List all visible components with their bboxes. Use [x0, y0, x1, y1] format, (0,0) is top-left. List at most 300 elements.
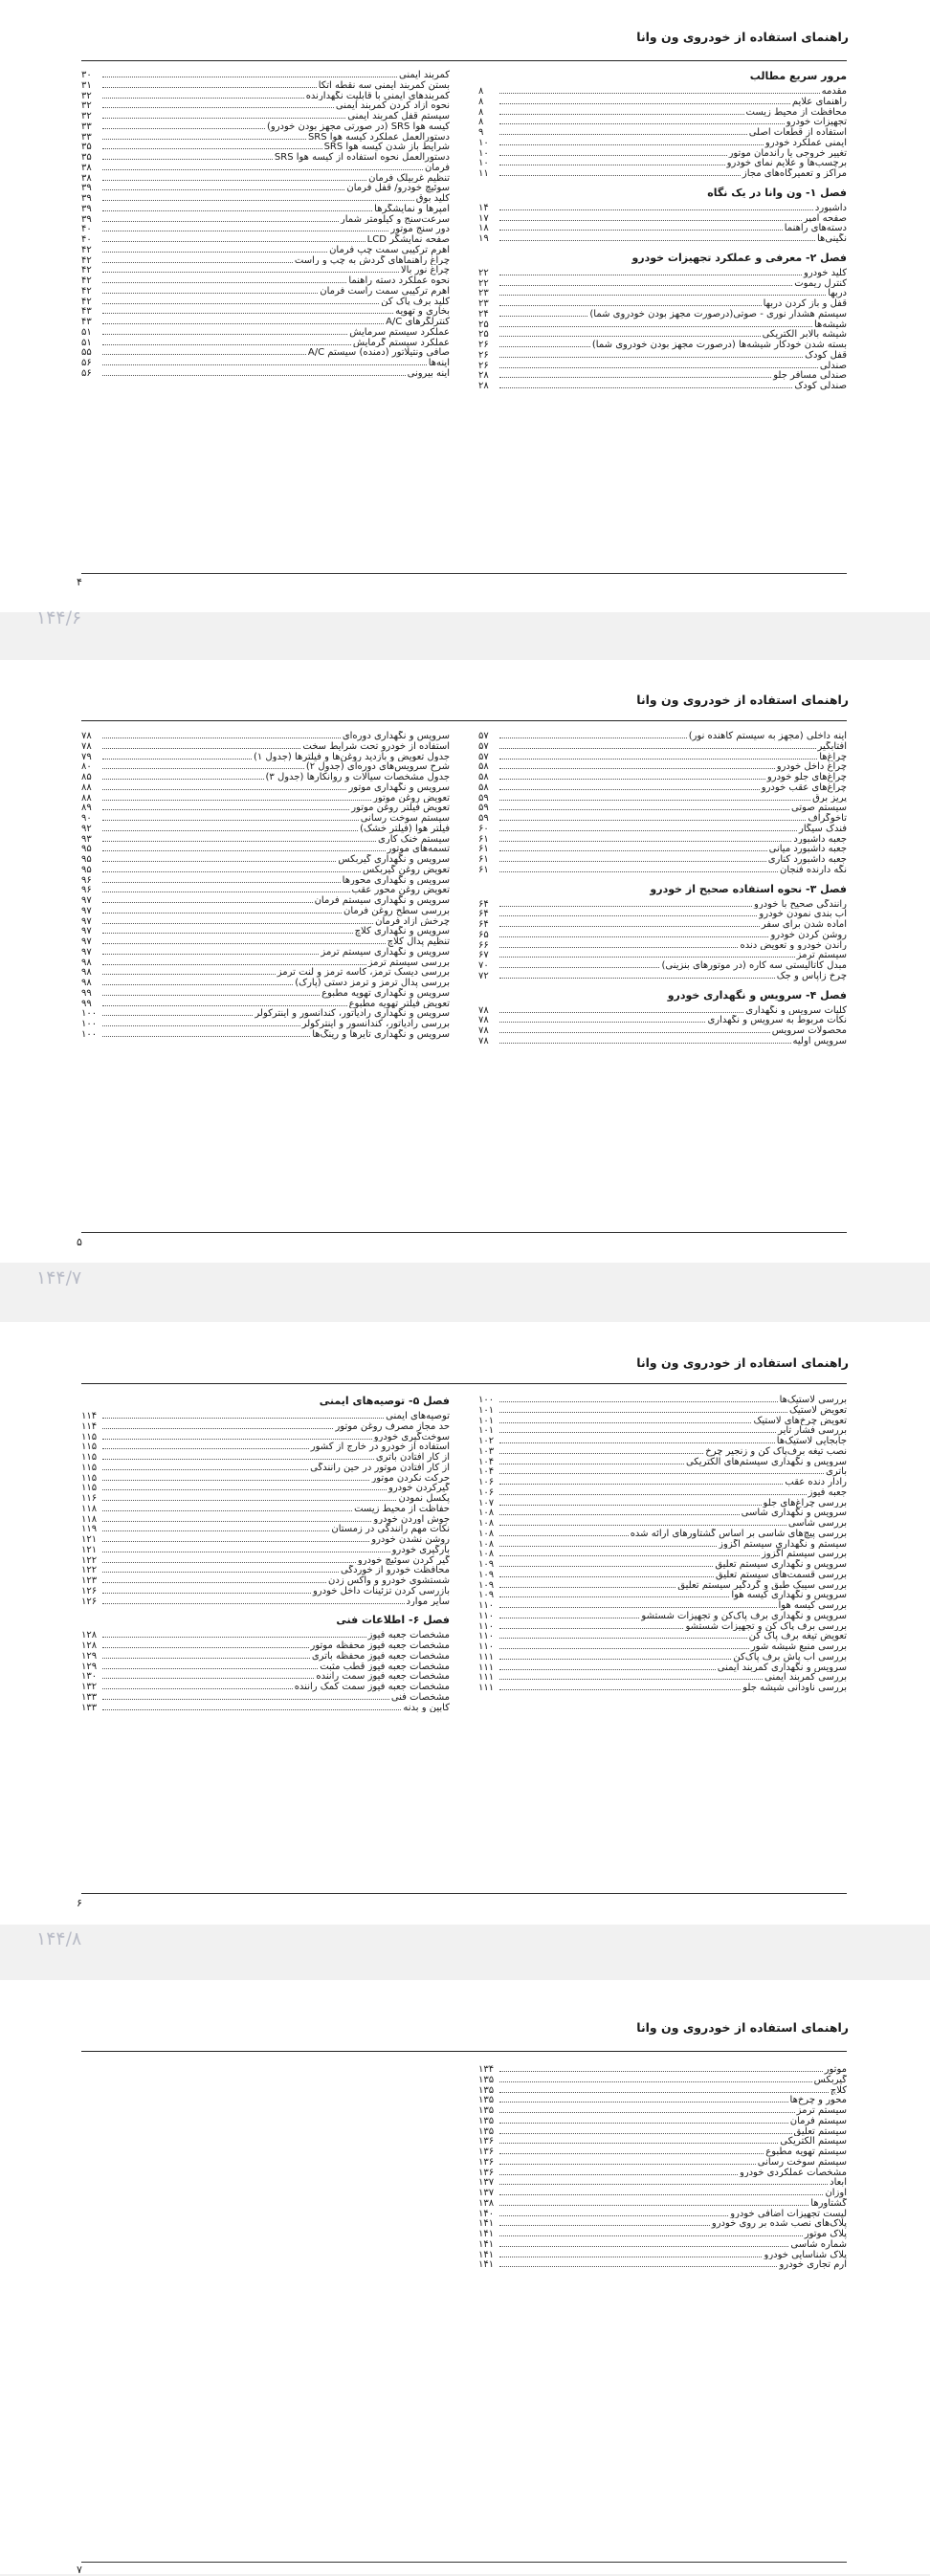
toc-entry-label: برچسب‌ها و علایم نمای خودرو: [726, 158, 847, 168]
toc-entry-label: جوش آوردن خودرو: [373, 1513, 450, 1525]
toc-entry-label: جعبه فیوز: [808, 1486, 847, 1498]
toc-entry: [81, 245, 450, 255]
toc-entry: [81, 895, 450, 906]
dot-leader: [499, 1518, 786, 1526]
toc-entry-label: جابجایی لاستیک‌ها: [776, 1436, 847, 1446]
toc-entry-label: سرویس و نگهداری تهویه مطبوع: [321, 987, 450, 999]
toc-entry: [81, 1452, 450, 1463]
toc-entry: [478, 2188, 847, 2198]
toc-entry-page-number: ۸۵: [81, 772, 92, 782]
dot-leader: [499, 86, 820, 94]
toc-entry: [478, 86, 847, 97]
toc-entry-label: از کار افتادن باتری: [375, 1452, 450, 1463]
toc-entry-page-number: ۱۰: [478, 147, 489, 159]
toc-entry-page-number: ۹۷: [81, 895, 92, 906]
toc-entry-label: محصولات سرویس: [771, 1025, 847, 1036]
header-rule: [81, 720, 847, 721]
toc-entry: [478, 1036, 847, 1046]
toc-entry-page-number: ۱۳۵: [478, 2074, 495, 2085]
toc-entry-label: بررسی منبع شیشه شور: [750, 1641, 847, 1652]
toc-entry-label: تعویض چرخ‌های لاستیک: [753, 1415, 847, 1426]
dot-leader: [499, 1529, 629, 1536]
toc-entry: [478, 1631, 847, 1641]
toc-entry-page-number: ۱۱۸: [81, 1503, 98, 1514]
dot-leader: [499, 350, 803, 358]
toc-entry-label: جعبه داشبورد: [793, 833, 847, 845]
dot-leader: [499, 213, 802, 221]
dot-leader: [499, 813, 806, 821]
toc-entry-page-number: ۲۲: [478, 277, 489, 289]
dot-leader: [102, 885, 350, 892]
dot-leader: [102, 234, 365, 242]
toc-entry-label: سایر موارد: [406, 1596, 450, 1607]
toc-entry: [81, 936, 450, 947]
dot-leader: [102, 286, 318, 294]
dot-leader: [499, 370, 771, 378]
toc-entry-page-number: ۱۳۷: [478, 2188, 495, 2198]
toc-entry-label: گیرکردن خودرو: [388, 1483, 450, 1493]
toc-entry-label: نگه دارنده فنجان: [780, 864, 847, 875]
toc-entry: [478, 1005, 847, 1016]
toc-entry: [478, 741, 847, 752]
toc-entry-page-number: ۱۳۶: [478, 2147, 495, 2157]
toc-entry: [81, 317, 450, 327]
toc-entry-label: روشن نشدن خودرو: [371, 1534, 450, 1545]
toc-page-3: [0, 1322, 930, 1925]
dot-leader: [499, 2229, 803, 2236]
toc-entry: [478, 117, 847, 127]
toc-entry-label: قفل و باز کردن دربها: [763, 298, 847, 309]
toc-page-2: [0, 660, 930, 1263]
toc-entry: [478, 2168, 847, 2178]
dot-leader: [102, 865, 361, 872]
toc-entry-label: تجهیزات خودرو: [786, 117, 847, 127]
dot-leader: [102, 1703, 401, 1710]
toc-entry-page-number: ۱۱۴: [81, 1420, 98, 1432]
toc-entry: [81, 1411, 450, 1421]
dot-leader: [499, 2064, 823, 2072]
dot-leader: [499, 1641, 749, 1649]
header-rule: [81, 60, 847, 61]
toc-entry: [81, 1432, 450, 1442]
toc-entry: [478, 1508, 847, 1518]
toc-entry: [81, 782, 450, 793]
toc-entry-page-number: ۲۸: [478, 381, 489, 391]
toc-entry: [478, 752, 847, 762]
toc-entry-page-number: ۲۵: [478, 319, 489, 330]
toc-entry-label: سیستم ترمز: [796, 950, 847, 960]
toc-entry-page-number: ۱۱۵: [81, 1431, 98, 1442]
toc-entry-page-number: ۱۰۲: [478, 1436, 495, 1446]
toc-entry: [478, 2259, 847, 2270]
dot-leader: [499, 1652, 731, 1660]
toc-entry: [81, 183, 450, 193]
toc-entry-label: محافظت خودرو از خوردگی: [341, 1565, 450, 1575]
toc-entry-label: سرویس اولیه: [792, 1035, 847, 1046]
toc-page-1: [0, 0, 930, 612]
dot-leader: [499, 940, 738, 948]
dot-leader: [499, 1487, 807, 1495]
toc-entry: [81, 772, 450, 782]
toc-entry-page-number: ۱۳۴: [478, 2064, 495, 2075]
toc-entry-label: چراغ‌های جلو خودرو: [766, 772, 847, 782]
toc-entry: [478, 813, 847, 824]
toc-entry-page-number: ۱۲۹: [81, 1661, 98, 1672]
dot-leader: [499, 1580, 675, 1588]
toc-right-column: [478, 70, 847, 391]
toc-entry-page-number: ۳۰: [81, 70, 92, 80]
toc-entry: [81, 844, 450, 854]
toc-entry-label: کمربند ایمنی: [399, 70, 450, 80]
toc-entry-label: جدول تعویض و بازدید روغن‌ها و فیلترها (جدول ۱): [253, 751, 450, 762]
toc-entry-label: سرویس و نگهداری شاسی: [741, 1508, 847, 1518]
toc-entry-label: مشخصات جعبه فیوز سمت راننده: [316, 1671, 450, 1682]
page-number: ۷: [77, 2564, 82, 2576]
dot-leader: [499, 278, 792, 286]
section-heading: فصل ۶- اطلاعات فنی: [336, 1614, 450, 1627]
toc-entry-page-number: ۱۱۵: [81, 1462, 98, 1473]
toc-entry-label: تنظیم پدال کلاچ: [387, 936, 450, 947]
dot-leader: [102, 70, 397, 77]
toc-entry: [478, 2157, 847, 2168]
toc-entry: [478, 2147, 847, 2157]
dot-leader: [102, 844, 386, 851]
toc-entry-page-number: ۱۳۶: [478, 2156, 495, 2168]
toc-entry: [81, 916, 450, 927]
dot-leader: [499, 1600, 777, 1608]
toc-entry: [478, 268, 847, 278]
toc-entry-page-number: ۹۲: [81, 823, 92, 834]
toc-entry-page-number: ۵۹: [478, 792, 489, 804]
toc-entry-label: سرویس و نگهداری سیستم‌های الکتریکی: [685, 1456, 847, 1467]
dot-leader: [102, 1671, 314, 1679]
toc-entry: [81, 793, 450, 804]
toc-entry-page-number: ۱۲۲: [81, 1565, 98, 1575]
toc-entry: [478, 138, 847, 148]
dot-leader: [102, 793, 371, 801]
toc-entry-label: آینه بیرونی: [407, 367, 450, 379]
toc-entry-label: تغییر خروجی یا راندمان موتور: [728, 147, 847, 159]
dot-leader: [102, 183, 344, 190]
dot-leader: [499, 1446, 703, 1454]
toc-entry-label: کلید خودرو: [804, 267, 847, 278]
toc-entry-label: مشخصات جعبه فیوز سمت کمک راننده: [294, 1682, 450, 1692]
dot-leader: [102, 1596, 405, 1604]
dot-leader: [499, 268, 802, 275]
toc-entry-page-number: ۹۷: [81, 936, 92, 947]
toc-entry: [81, 1692, 450, 1703]
toc-entry-label: سرویس و نگهداری موتور: [348, 782, 450, 793]
toc-entry-page-number: ۱۲۶: [81, 1596, 98, 1607]
toc-entry-label: تعویض لاستیک: [788, 1404, 847, 1416]
dot-leader: [102, 1545, 390, 1552]
toc-entry-page-number: ۱۱۶: [81, 1493, 98, 1504]
toc-entry-page-number: ۱۳۶: [478, 2136, 495, 2147]
toc-entry: [81, 275, 450, 286]
dot-leader: [499, 782, 760, 790]
toc-entry: [478, 940, 847, 951]
toc-entry: [81, 741, 450, 752]
toc-entry-label: محور و چرخ‌ها: [789, 2095, 847, 2105]
toc-entry-page-number: ۳۳: [81, 131, 92, 143]
toc-entry: [478, 1436, 847, 1446]
dot-leader: [499, 1025, 770, 1033]
toc-entry: [478, 107, 847, 118]
toc-entry-label: پلاک‌های نصب شده بر روی خودرو: [711, 2218, 847, 2229]
footer-rule: [81, 1232, 847, 1233]
dot-leader: [499, 834, 791, 842]
toc-entry: [81, 947, 450, 958]
toc-entry: [478, 2095, 847, 2105]
dot-leader: [499, 158, 725, 165]
toc-entry-label: مراکز و تعمیرگاه‌های مجاز: [742, 168, 847, 179]
toc-entry: [81, 926, 450, 936]
toc-entry-page-number: ۵۸: [478, 782, 489, 793]
toc-entry-label: حفاظت از محیط زیست: [354, 1503, 450, 1514]
toc-entry: [81, 1493, 450, 1504]
toc-entry: [478, 1611, 847, 1621]
toc-entry: [478, 1466, 847, 1477]
toc-entry-page-number: ۱۰۹: [478, 1559, 495, 1570]
toc-entry-label: بررسی ناودانی شیشه جلو: [742, 1683, 847, 1693]
toc-entry: [478, 127, 847, 138]
toc-entry-label: سیستم سوخت رسانی: [360, 813, 450, 824]
toc-entry: [478, 1015, 847, 1025]
toc-entry-page-number: ۸: [478, 96, 484, 107]
toc-entry-page-number: ۶۱: [478, 864, 489, 875]
toc-entry-page-number: ۹۷: [81, 905, 92, 916]
toc-entry: [478, 148, 847, 159]
dot-leader: [499, 288, 826, 296]
dot-leader: [102, 327, 347, 335]
toc-entry-page-number: ۱۱۱: [478, 1651, 495, 1662]
toc-entry-page-number: ۳۵: [81, 142, 92, 152]
toc-entry-page-number: ۲۲: [478, 267, 489, 278]
toc-entry: [478, 2105, 847, 2116]
toc-entry-page-number: ۱۳۶: [478, 2167, 495, 2178]
toc-entry-page-number: ۱۴۱: [478, 2229, 495, 2239]
dot-leader: [499, 1436, 775, 1443]
toc-entry: [81, 967, 450, 978]
toc-entry-page-number: ۳۱: [81, 79, 92, 91]
toc-entry-page-number: ۱۱۰: [478, 1641, 495, 1652]
dot-leader: [102, 1421, 333, 1429]
toc-entry: [81, 1662, 450, 1672]
dot-leader: [499, 107, 744, 115]
toc-entry-page-number: ۳۹: [81, 203, 92, 214]
toc-entry-page-number: ۴۲: [81, 244, 92, 255]
toc-entry-page-number: ۱۰۴: [478, 1466, 495, 1477]
dot-leader: [499, 1466, 824, 1474]
toc-entry-page-number: ۱۳۳: [81, 1691, 98, 1703]
toc-entry-page-number: ۱۴۰: [478, 2208, 495, 2219]
toc-entry: [478, 203, 847, 213]
dot-leader: [499, 2198, 808, 2206]
toc-entry-label: تعویض فیلتر تهویه مطبوع: [348, 998, 450, 1009]
footer-rule: [81, 1893, 847, 1894]
toc-entry-page-number: ۱۳۵: [478, 2125, 495, 2137]
page-number: ۴: [77, 576, 82, 588]
dot-leader: [102, 824, 358, 831]
toc-entry-page-number: ۹۵: [81, 844, 92, 854]
toc-right-column: [478, 2064, 847, 2270]
toc-entry-page-number: ۷۸: [81, 740, 92, 752]
toc-entry: [81, 1008, 450, 1019]
toc-entry: [81, 255, 450, 266]
toc-entry-page-number: ۱۸: [478, 223, 489, 233]
toc-entry-label: سیستم سوخت رسانی: [757, 2156, 847, 2168]
toc-entry: [478, 1425, 847, 1436]
toc-entry-page-number: ۱۰۰: [478, 1395, 495, 1405]
toc-entry-page-number: ۴۲: [81, 296, 92, 307]
toc-entry: [81, 80, 450, 91]
toc-entry-label: مشخصات جعبه فیوز محفظه موتور: [310, 1640, 450, 1651]
toc-entry: [81, 1682, 450, 1692]
toc-entry: [81, 999, 450, 1009]
toc-entry-page-number: ۹۷: [81, 946, 92, 958]
toc-entry-label: سیستم تهویه مطبوع: [765, 2147, 847, 2157]
dot-leader: [499, 1015, 705, 1023]
toc-entry: [81, 1534, 450, 1545]
dot-leader: [102, 152, 273, 160]
toc-right-column: [478, 1395, 847, 1693]
toc-entry-label: کمربندهای ایمنی با قابلیت نگهدارنده: [305, 90, 450, 101]
dot-leader: [102, 1524, 329, 1531]
toc-entry-page-number: ۱۳۳: [81, 1702, 98, 1713]
dot-leader: [499, 2136, 778, 2144]
dot-leader: [102, 988, 320, 996]
toc-entry-label: سرویس و نگهداری کلاچ: [354, 926, 450, 936]
toc-entry-label: بسته شدن خودکار شیشه‌ها (درصورت مجهز بودن خودروی شما): [591, 340, 847, 350]
section-heading: فصل ۱- ون وانا در یک نگاه: [707, 186, 847, 199]
toc-entry-label: آینه داخلی (مجهز به سیستم کاهنده نور): [688, 731, 847, 741]
toc-entry: [478, 793, 847, 804]
toc-entry: [81, 1442, 450, 1452]
toc-entry-page-number: ۱۳۰: [81, 1671, 98, 1682]
toc-entry: [478, 834, 847, 845]
dot-leader: [102, 338, 351, 345]
dot-leader: [102, 100, 334, 108]
toc-entry-label: گشتاورها: [810, 2197, 847, 2209]
toc-entry-label: حد مجاز مصرف روغن موتور: [335, 1420, 450, 1432]
toc-entry: [478, 1487, 847, 1498]
toc-entry-page-number: ۳۲: [81, 100, 92, 111]
dot-leader: [499, 854, 766, 862]
toc-entry-label: بررسی سیستم ترمز: [367, 957, 450, 968]
toc-entry-page-number: ۱۱۵: [81, 1483, 98, 1493]
dot-leader: [102, 803, 349, 810]
toc-entry-label: استفاده از قطعات اصلی: [748, 127, 847, 138]
dot-leader: [499, 1036, 791, 1044]
toc-entry: [478, 2064, 847, 2075]
toc-entry-label: آفتابگیر: [817, 740, 847, 752]
toc-entry-page-number: ۹۸: [81, 957, 92, 968]
dot-leader: [102, 245, 327, 253]
toc-entry: [478, 2218, 847, 2229]
toc-entry-page-number: ۴۰: [81, 234, 92, 245]
dot-leader: [499, 340, 590, 347]
toc-entry: [478, 909, 847, 919]
dot-leader: [499, 2116, 788, 2124]
toc-entry-label: شستشوی خودرو و واکس زدن: [328, 1575, 450, 1586]
toc-entry-label: از کار افتادن موتور در حین رانندگی: [310, 1462, 450, 1473]
toc-entry-label: دستورالعمل نحوه استفاده از کیسه هوا SRS: [274, 152, 450, 163]
toc-entry-label: فرمان: [424, 162, 450, 173]
toc-entry-page-number: ۱۰۰: [81, 1008, 98, 1019]
toc-entry-label: کلید بوق: [415, 193, 450, 204]
toc-entry-page-number: ۱۱۱: [478, 1672, 495, 1683]
toc-entry-page-number: ۱۷: [478, 212, 489, 224]
dot-leader: [499, 761, 775, 769]
toc-entry: [81, 204, 450, 214]
toc-entry-label: رادار دنده عقب: [785, 1477, 847, 1487]
toc-entry-label: مشخصات جعبه فیوز قطب مثبت: [320, 1661, 450, 1672]
toc-entry-page-number: ۱۰۹: [478, 1590, 495, 1600]
toc-entry: [478, 1621, 847, 1632]
toc-entry-label: بررسی چراغ‌های جلو: [763, 1497, 847, 1508]
toc-entry-page-number: ۲۳: [478, 288, 489, 298]
toc-entry-page-number: ۶۷: [478, 950, 489, 960]
toc-entry-page-number: ۶۴: [478, 909, 489, 919]
toc-entry-page-number: ۹۹: [81, 998, 92, 1009]
toc-entry-label: موتور: [824, 2064, 847, 2075]
toc-entry-label: بخاری و تهویه: [395, 306, 450, 317]
toc-entry-page-number: ۹۰: [81, 813, 92, 824]
toc-entry-label: صفحه امپر: [803, 212, 847, 224]
dot-leader: [499, 752, 817, 760]
dot-leader: [499, 1672, 763, 1680]
toc-entry: [81, 121, 450, 132]
dot-leader: [499, 2168, 738, 2175]
dot-leader: [499, 2177, 828, 2185]
toc-entry: [81, 234, 450, 245]
dot-leader: [499, 2095, 788, 2103]
toc-entry-page-number: ۶۴: [478, 919, 489, 930]
toc-entry-label: عملکرد سیستم سرمایش: [349, 326, 450, 338]
toc-entry-label: کنترلگرهای A/C: [386, 317, 450, 327]
toc-entry-page-number: ۱۱۵: [81, 1472, 98, 1484]
page-stamp: ۱۴۴/۶: [36, 607, 82, 628]
toc-entry: [81, 193, 450, 204]
dot-leader: [499, 1662, 716, 1670]
toc-entry-label: گیر کردن سوئیچ خودرو: [357, 1554, 450, 1566]
toc-entry-page-number: ۱۱۰: [478, 1631, 495, 1641]
toc-entry-label: بررسی فشار تایر: [778, 1425, 847, 1436]
toc-entry-label: صندلی: [819, 360, 847, 371]
dot-leader: [499, 2250, 762, 2257]
dot-leader: [102, 906, 342, 914]
dot-leader: [102, 132, 306, 140]
toc-entry-page-number: ۵۱: [81, 326, 92, 338]
toc-entry-page-number: ۵۸: [478, 761, 489, 772]
toc-entry: [478, 1457, 847, 1467]
toc-entry-page-number: ۱۳۸: [478, 2197, 495, 2209]
dot-leader: [499, 2209, 728, 2216]
toc-entry-page-number: ۸: [478, 106, 484, 118]
dot-leader: [102, 80, 317, 88]
dot-leader: [499, 381, 792, 388]
dot-leader: [499, 930, 768, 937]
toc-entry-label: پلاک شناسایی خودرو: [764, 2249, 847, 2260]
toc-entry-label: سرویس و نگهداری کمربند ایمنی: [717, 1662, 847, 1673]
toc-entry-page-number: ۱۱۹: [81, 1524, 98, 1534]
toc-entry: [478, 1025, 847, 1036]
dot-leader: [499, 2075, 812, 2082]
dot-leader: [499, 1570, 714, 1577]
toc-entry-page-number: ۲۸: [478, 370, 489, 381]
toc-entry: [478, 309, 847, 319]
toc-entry: [478, 731, 847, 741]
